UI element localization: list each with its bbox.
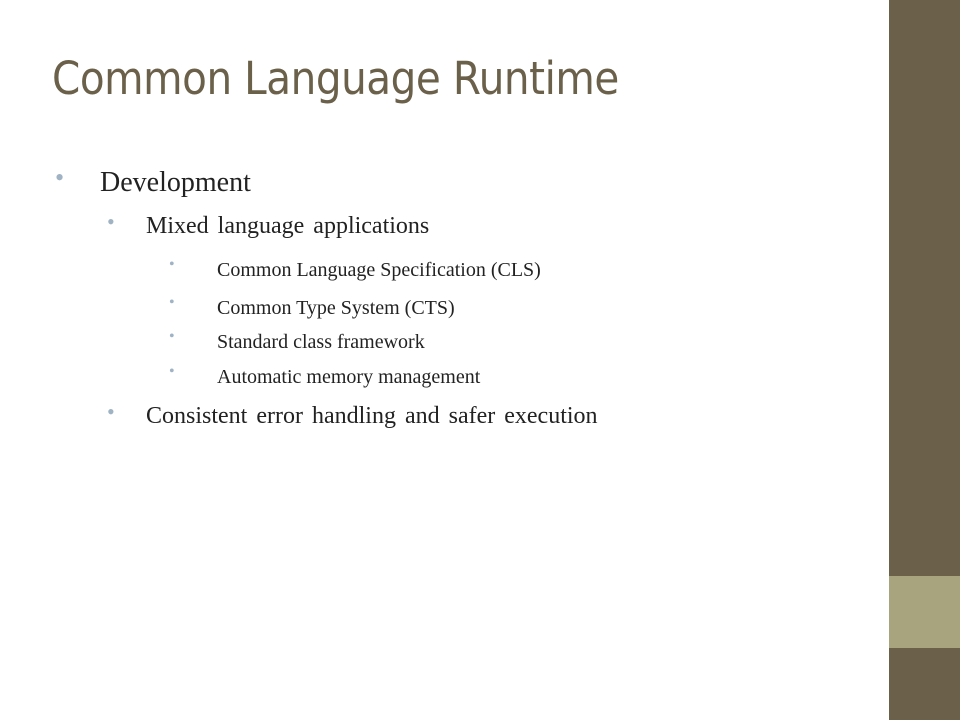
bullet-item-mixed-language xyxy=(107,209,430,240)
bullet-item-cts xyxy=(169,294,455,320)
bullet-item-error-handling xyxy=(107,399,598,430)
bullet-item-memory-management xyxy=(169,363,481,389)
bullet-text: Automatic memory management xyxy=(217,366,481,388)
sidebar-decoration-top xyxy=(889,0,960,576)
bullet-text: Common Type System (CTS) xyxy=(217,297,455,319)
bullet-icon: • xyxy=(107,399,115,424)
sidebar-decoration-bottom xyxy=(889,648,960,720)
bullet-text: Consistent error handling and safer execution xyxy=(146,403,598,429)
bullet-icon: • xyxy=(169,294,175,311)
bullet-text: Development xyxy=(100,167,251,198)
bullet-item-cls xyxy=(169,256,541,282)
bullet-text: Standard class framework xyxy=(217,331,425,353)
bullet-icon: • xyxy=(107,209,115,234)
bullet-text: Common Language Specification (CLS) xyxy=(217,259,541,281)
bullet-icon: • xyxy=(169,363,175,380)
bullet-icon: • xyxy=(169,256,175,273)
bullet-icon: • xyxy=(55,163,65,192)
bullet-item-development xyxy=(55,163,251,199)
bullet-icon: • xyxy=(169,328,175,345)
bullet-item-class-framework xyxy=(169,328,425,354)
sidebar-decoration-middle xyxy=(889,576,960,648)
slide-title: Common Language Runtime xyxy=(52,52,619,105)
bullet-text: Mixed language applications xyxy=(146,213,430,239)
